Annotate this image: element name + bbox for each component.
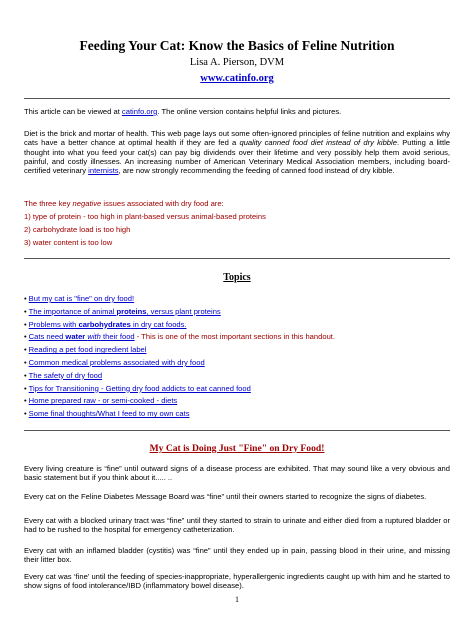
section-divider xyxy=(24,430,450,431)
intro-paragraph xyxy=(24,129,450,175)
topic-text: , versus plant proteins xyxy=(146,306,221,316)
page-number: 1 xyxy=(235,595,239,604)
topic-link[interactable] xyxy=(29,332,135,341)
document-title: Feeding Your Cat: Know the Basics of Feline Nutrition xyxy=(79,38,395,53)
bullet-icon: • xyxy=(24,357,27,367)
issues-heading-a: The three key xyxy=(24,199,73,208)
topic-text-bold: proteins xyxy=(116,306,147,316)
issues-heading-b: issues associated with dry food are: xyxy=(101,199,224,208)
topic-text: The importance of animal xyxy=(28,306,117,316)
topic-item[interactable] xyxy=(24,383,454,396)
issue-item: 1) type of protein - too high in plant-based versus animal-based proteins xyxy=(24,212,266,221)
issue-item: 2) carbohydrate load is too high xyxy=(24,225,131,234)
topic-text-bold: water xyxy=(65,332,88,342)
topic-item[interactable] xyxy=(24,319,454,332)
topic-item[interactable] xyxy=(24,395,454,408)
topic-text: in dry cat foods. xyxy=(130,319,187,329)
topic-link[interactable]: Some final thoughts/What I feed to my own cats xyxy=(28,409,190,419)
online-version-note xyxy=(24,107,450,116)
section-paragraph: Every cat on the Feline Diabetes Message Board was “fine” until their owners started to recognize the signs of diabetes. xyxy=(24,492,427,501)
topic-note: - This is one of the most important sections in this handout. xyxy=(134,332,336,342)
bullet-icon: • xyxy=(24,370,27,380)
note-text-end: . The online version contains helpful links and pictures. xyxy=(157,107,342,116)
issue-item: 3) water content is too low xyxy=(24,238,113,247)
topic-link[interactable]: Tips for Transitioning - Getting dry food addicts to eat canned food xyxy=(28,383,251,393)
bullet-icon: • xyxy=(24,345,27,355)
topic-text: Cats need xyxy=(28,332,66,342)
section-paragraph: Every living creature is “fine” until outward signs of a disease process are exhibited. That may sound like a very obvious and basic statement but if you think about it..... .. xyxy=(24,464,450,483)
topic-item[interactable] xyxy=(24,306,454,319)
section-paragraph: Every cat with a blocked urinary tract was “fine” until they started to strain to urinate and either died from a ruptured bladder or had to be rushed to the hospital for emergency catheterization. xyxy=(24,516,450,535)
topic-item[interactable] xyxy=(24,293,454,306)
topic-item[interactable] xyxy=(24,357,454,370)
topic-item[interactable] xyxy=(24,344,454,357)
topic-text-bold: carbohydrates xyxy=(78,319,131,329)
section-paragraph: Every cat was ‘fine’ until the feeding of species-inappropriate, hyperallergenic ingredients caught up with him and he started to show signs of food intolerance/IBD (inflammatory bowel disease). xyxy=(24,572,450,591)
catinfo-link[interactable]: catinfo.org xyxy=(121,107,158,116)
bullet-icon: • xyxy=(24,396,27,406)
topic-link[interactable]: Common medical problems associated with dry food xyxy=(28,357,205,367)
bullet-icon: • xyxy=(24,383,27,393)
note-text: This article can be viewed at xyxy=(24,107,122,116)
topic-text: Problems with xyxy=(28,319,79,329)
intro-text-c: , are now strongly recommending the feeding of canned food instead of dry kibble. xyxy=(118,166,395,176)
bullet-icon: • xyxy=(24,306,27,316)
topic-link[interactable]: But my cat is "fine" on dry food! xyxy=(28,294,135,303)
topic-link[interactable]: The safety of dry food xyxy=(28,370,103,380)
topic-item[interactable] xyxy=(24,370,454,383)
section-heading: My Cat is Doing Just "Fine" on Dry Food! xyxy=(149,443,325,454)
intro-emphasis: quality canned food diet instead of dry kibble xyxy=(239,138,397,148)
topic-link[interactable]: Home prepared raw - or semi-cooked - diets xyxy=(28,396,178,406)
topics-list xyxy=(24,293,454,421)
topic-text: their food xyxy=(100,332,135,342)
author-name: Lisa A. Pierson, DVM xyxy=(189,57,285,68)
bullet-icon: • xyxy=(24,294,27,303)
bullet-icon: • xyxy=(24,332,27,342)
topic-item[interactable] xyxy=(24,331,454,344)
issues-heading-em: negative xyxy=(72,199,102,208)
topic-link[interactable] xyxy=(29,320,187,329)
section-paragraph: Every cat with an inflamed bladder (cystitis) was “fine” until they ended up in pain, passing blood in their urine, and missing their litter box. xyxy=(24,546,450,565)
topic-text-em: with xyxy=(87,332,101,342)
internists-link[interactable]: internists xyxy=(88,166,119,176)
section-divider xyxy=(24,258,450,259)
header-divider xyxy=(24,98,450,99)
bullet-icon: • xyxy=(24,409,27,419)
topics-heading: Topics xyxy=(223,272,251,283)
topic-item[interactable] xyxy=(24,408,454,421)
topic-link[interactable]: Reading a pet food ingredient label xyxy=(28,345,147,355)
intro-text-b: . Putting a little thought into what you feed your cat(s) can pay big dividends over their lifetime and very possibly help them avoid serious, painful, and costly illnesses. An increasing number of American Veterinary Medical Association members, including board-certified veterinary xyxy=(24,138,451,176)
bullet-icon: • xyxy=(24,319,27,329)
site-link[interactable]: www.catinfo.org xyxy=(200,73,274,84)
issues-heading xyxy=(24,199,450,208)
topic-link[interactable] xyxy=(29,307,221,316)
intro-text-a: Diet is the brick and mortar of health. This web page lays out some often-ignored principles of feline nutrition and explains why cats have a better chance at optimal health if they are fed a xyxy=(24,129,450,148)
